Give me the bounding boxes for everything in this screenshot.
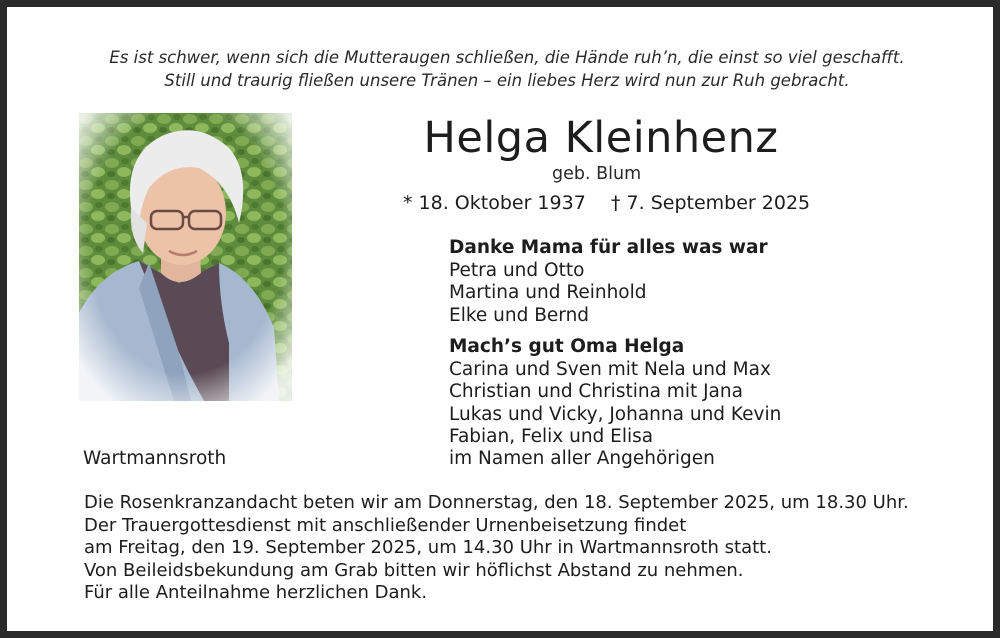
birth-date: * 18. Oktober 1937: [403, 192, 586, 214]
verse-line-2: Still und traurig fließen unsere Tränen – ein liebes Herz wird nun zur Ruh gebracht.: [164, 71, 850, 90]
mourner-line: Fabian, Felix und Elisa: [449, 426, 654, 447]
grandchildren-heading: Mach’s gut Oma Helga: [449, 336, 685, 357]
birth-name: geb. Blum: [552, 164, 642, 184]
notice-line: Die Rosenkranzandacht beten wir am Donnerstag, den 18. September 2025, um 18.30 Uhr.: [84, 492, 909, 513]
notice-line: am Freitag, den 19. September 2025, um 14.30 Uhr in Wartmannsroth statt.: [84, 537, 772, 558]
death-date: † 7. September 2025: [611, 192, 811, 214]
mourner-line: Christian und Christina mit Jana: [449, 381, 743, 402]
notice-line: Der Trauergottesdienst mit anschließender Urnenbeisetzung findet: [84, 514, 687, 536]
mourner-line: Carina und Sven mit Nela und Max: [449, 358, 771, 380]
portrait-photo: [79, 113, 292, 401]
deceased-name: Helga Kleinhenz: [423, 113, 779, 163]
mourner-line: Lukas und Vicky, Johanna und Kevin: [449, 403, 782, 425]
mourners-closing: im Namen aller Angehörigen: [449, 448, 715, 469]
mourners-grandchildren: [449, 336, 781, 449]
notice-line: Für alle Anteilnahme herzlichen Dank.: [84, 582, 428, 603]
mourner-line: Elke und Bernd: [449, 304, 590, 326]
place-name: Wartmannsroth: [83, 448, 227, 469]
notice-line: Von Beileidsbekundung am Grab bitten wir höflichst Abstand zu nehmen.: [84, 559, 744, 581]
children-heading: Danke Mama für alles was war: [449, 237, 768, 258]
service-notice: [84, 492, 909, 605]
mourners-children: [449, 237, 768, 327]
verse-line-1: Es ist schwer, wenn sich die Mutteraugen schließen, die Hände ruh’n, die einst so viel geschafft.: [109, 48, 905, 67]
mourner-line: Petra und Otto: [449, 259, 585, 281]
mourner-line: Martina und Reinhold: [449, 282, 647, 303]
